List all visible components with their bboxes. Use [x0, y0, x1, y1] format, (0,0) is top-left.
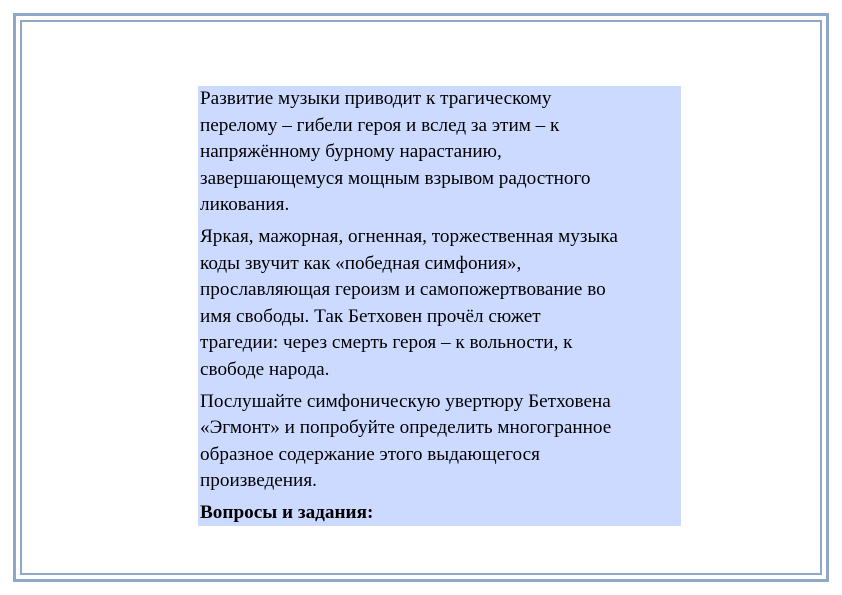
questions-heading: Вопросы и задания: — [200, 502, 374, 523]
paragraph-development: Развитие музыки приводит к трагическому перелому – гибели героя и вслед за этим – к напряжённому бурному нарастанию, завершающемуся мощным взрывом радостного ликования. — [200, 88, 591, 215]
text-panel — [198, 86, 681, 526]
paragraph-listen: Послушайте симфоническую увертюру Бетховена «Эгмонт» и попробуйте определить многогранное образное содержание этого выдающегося произведения. — [200, 390, 612, 491]
paragraph-coda: Яркая, мажорная, огненная, торжественная музыка коды звучит как «победная симфония», прославляющая героизм и самопожертвование во имя свободы. Так Бетховен прочёл сюжет трагедии: через смерть героя – к вольности, к свободе народа. — [200, 226, 618, 380]
